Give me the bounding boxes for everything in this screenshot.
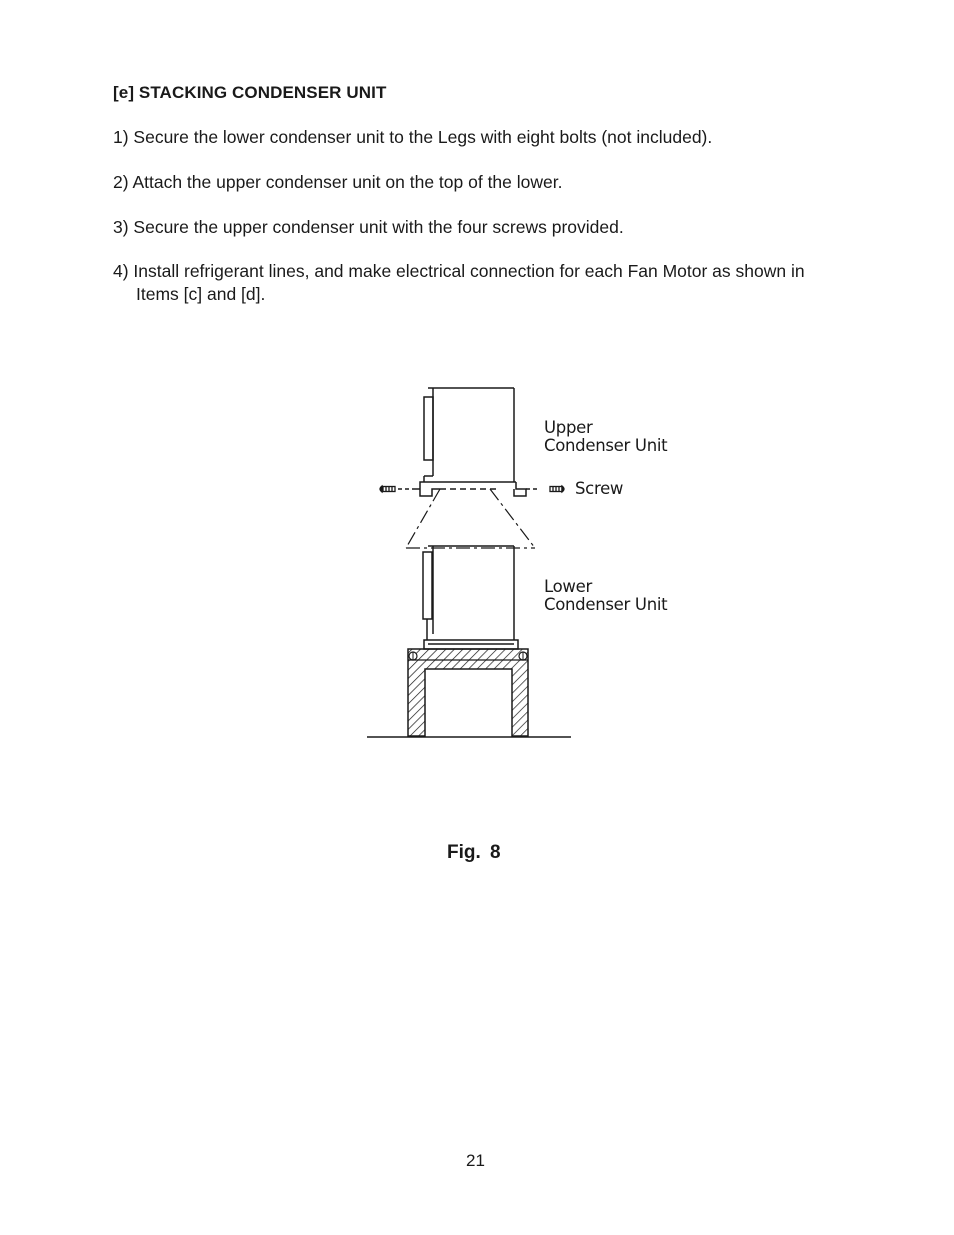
screw-icon-left [380,486,395,492]
lower-unit-label-line2: Condenser Unit [544,595,668,614]
lower-condenser-unit [423,546,518,649]
step-4-text-continued: Items [c] and [d]. [136,284,266,304]
screw-label: Screw [575,479,624,498]
lower-unit-label-line1: Lower [544,577,592,596]
lower-unit-label [544,578,667,614]
step-2-text: 2) Attach the upper condenser unit on the top of the lower. [113,172,563,192]
page-number: 21 [466,1151,485,1170]
step-1-text: 1) Secure the lower condenser unit to the Legs with eight bolts (not included). [113,127,713,147]
legs-stand [408,649,528,736]
upper-unit-label-line2: Condenser Unit [544,436,668,455]
upper-unit-label-line1: Upper [544,418,593,437]
step-3-text: 3) Secure the upper condenser unit with the four screws provided. [113,217,624,237]
figure-caption: Fig. 8 [447,842,501,863]
assembly-guide-lines [406,489,535,548]
screw-bracket [398,482,540,496]
upper-unit-label [544,419,667,455]
screw-icon-right [550,486,564,492]
step-4-text: 4) Install refrigerant lines, and make electrical connection for each Fan Motor as shown in [113,261,805,281]
section-heading: [e] STACKING CONDENSER UNIT [113,83,387,102]
upper-condenser-unit [424,388,514,482]
